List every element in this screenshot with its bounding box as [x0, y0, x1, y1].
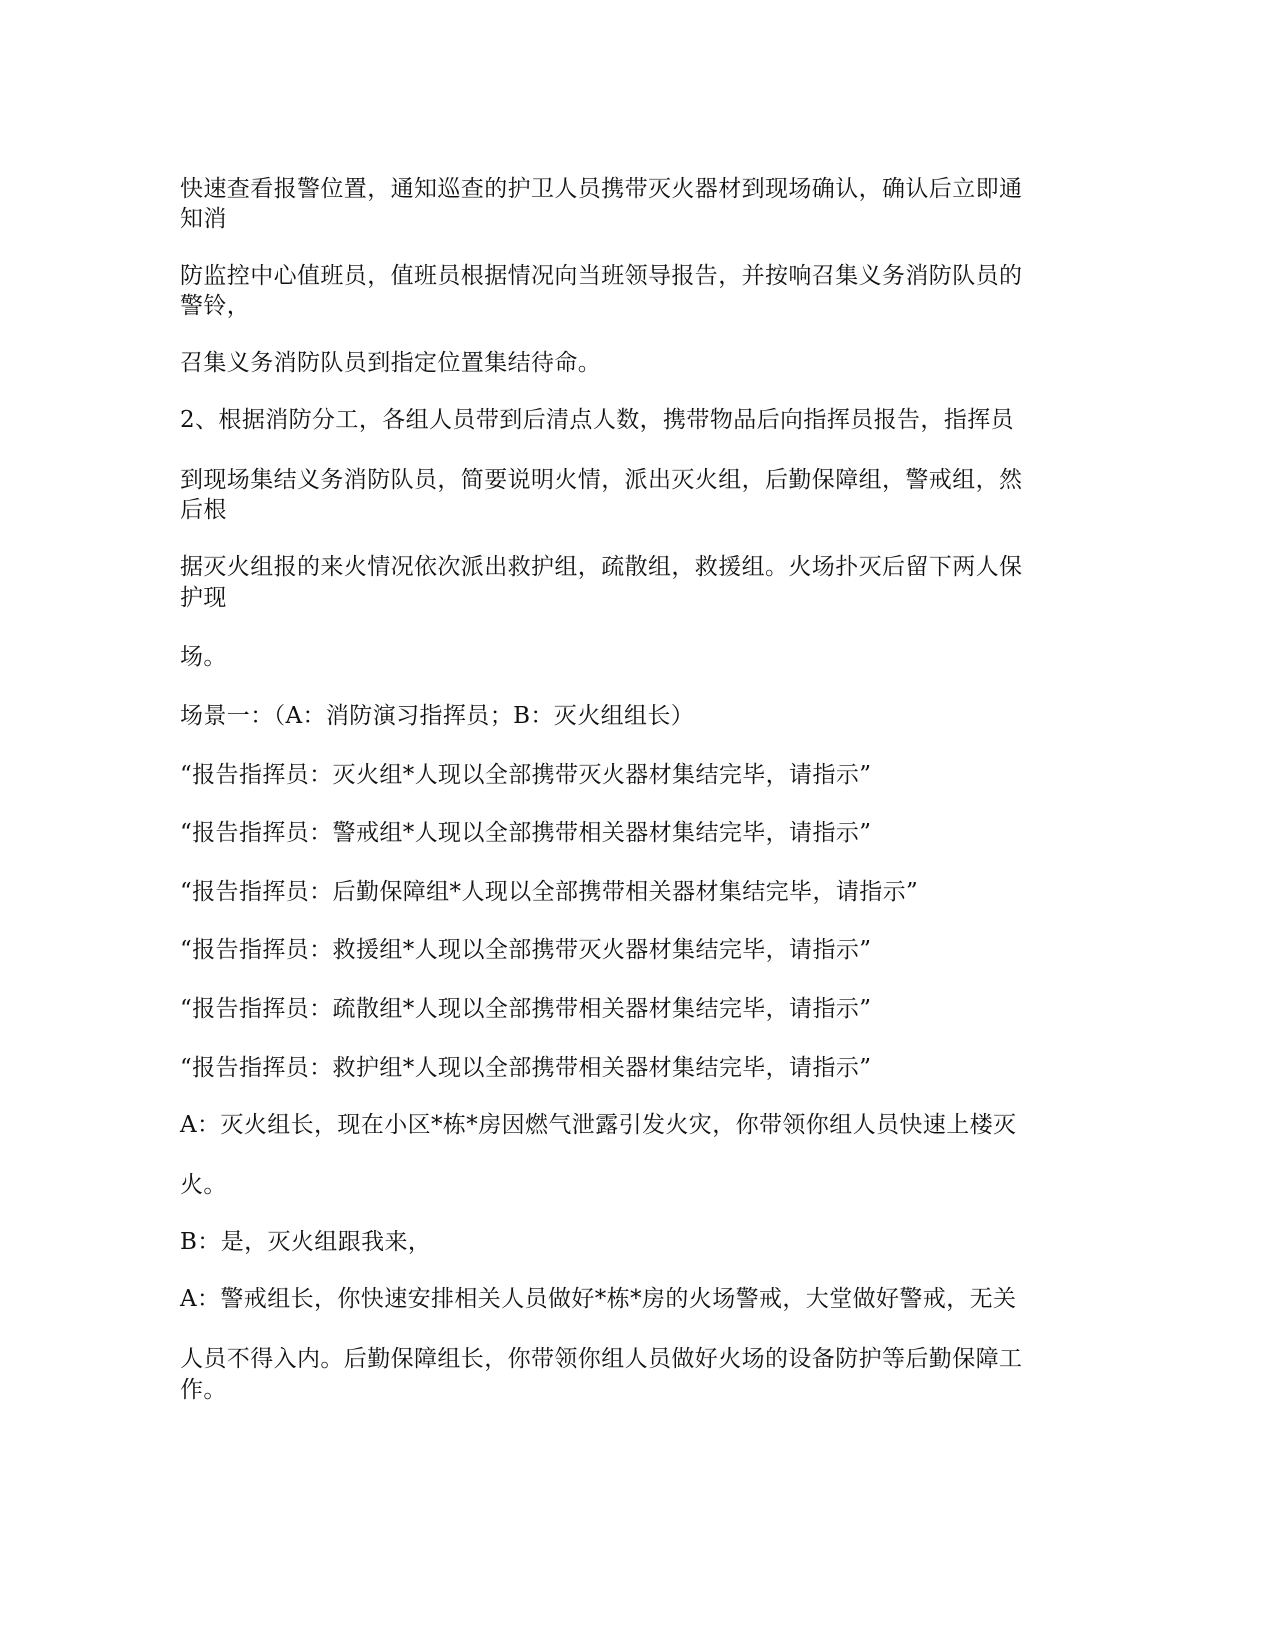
dialogue-line-1: “报告指挥员：灭火组*人现以全部携带灭火器材集结完毕，请指示” [180, 762, 872, 788]
dialogue-line-10: A：警戒组长，你快速安排相关人员做好*栋*房的火场警戒，大堂做好警戒，无关 [180, 1286, 1017, 1312]
text-line-1: 快速查看报警位置，通知巡查的护卫人员携带灭火器材到现场确认，确认后立即通 [180, 176, 1023, 202]
text-line-10: 护现 [180, 585, 227, 611]
text-line-11: 场。 [180, 644, 227, 670]
dialogue-line-8: 火。 [180, 1172, 227, 1198]
dialogue-line-3: “报告指挥员：后勤保障组*人现以全部携带相关器材集结完毕，请指示” [180, 879, 919, 905]
text-line-6: 2、根据消防分工，各组人员带到后清点人数，携带物品后向指挥员报告，指挥员 [180, 407, 1015, 433]
dialogue-line-12: 作。 [180, 1377, 227, 1403]
dialogue-line-2: “报告指挥员：警戒组*人现以全部携带相关器材集结完毕，请指示” [180, 820, 872, 846]
text-line-12: 场景一：（A：消防演习指挥员；B：灭火组组长） [180, 703, 695, 729]
dialogue-line-9: B：是，灭火组跟我来， [180, 1229, 432, 1255]
text-line-9: 据灭火组报的来火情况依次派出救护组，疏散组，救援组。火场扑灭后留下两人保 [180, 554, 1023, 580]
dialogue-line-7: A：灭火组长，现在小区*栋*房因燃气泄露引发火灾，你带领你组人员快速上楼灭 [180, 1112, 1017, 1138]
dialogue-line-5: “报告指挥员：疏散组*人现以全部携带相关器材集结完毕，请指示” [180, 996, 872, 1022]
dialogue-line-11: 人员不得入内。后勤保障组长，你带领你组人员做好火场的设备防护等后勤保障工 [180, 1346, 1023, 1372]
dialogue-line-4: “报告指挥员：救援组*人现以全部携带灭火器材集结完毕，请指示” [180, 937, 872, 963]
document-page [180, 0, 1040, 1650]
text-line-3: 防监控中心值班员，值班员根据情况向当班领导报告，并按响召集义务消防队员的 [180, 263, 1023, 289]
text-line-7: 到现场集结义务消防队员，简要说明火情，派出灭火组，后勤保障组，警戒组，然 [180, 467, 1023, 493]
dialogue-line-6: “报告指挥员：救护组*人现以全部携带相关器材集结完毕，请指示” [180, 1055, 872, 1081]
text-line-5: 召集义务消防队员到指定位置集结待命。 [180, 350, 602, 376]
text-line-2: 知消 [180, 206, 227, 232]
text-line-8: 后根 [180, 497, 227, 523]
text-line-4: 警铃， [180, 293, 251, 319]
